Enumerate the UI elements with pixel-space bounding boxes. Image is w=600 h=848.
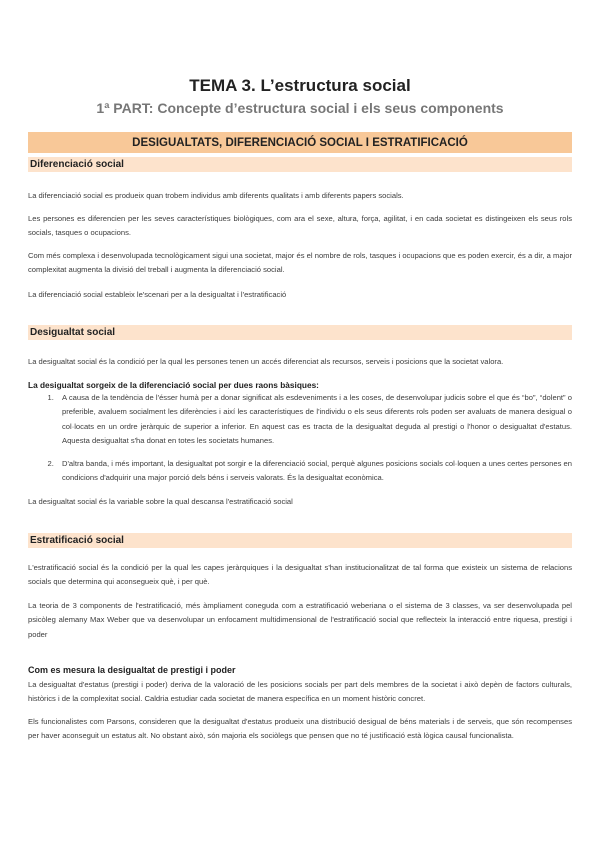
paragraph: La desigualtat social és la condició per la qual les persones tenen un accés diferenciat als recursos, serveis i posicions que la societat valora. <box>28 357 504 366</box>
heading-estratificacio: Estratificació social <box>28 533 572 548</box>
reasons-list <box>28 391 572 486</box>
heading-desigualtat: Desigualtat social <box>28 325 572 340</box>
paragraph: Les persones es diferencien per les seves característiques biològiques, com ara el sexe, altura, força, agilitat, i en cada societat es distingeixen els seus rols socials, tasques o ocupacions. <box>28 214 572 238</box>
paragraph: La teoria de 3 components de l'estratificació, més àmpliament coneguda com a estratificació weberiana o el sistema de 3 classes, va ser desenvolupada pel psicòleg alemany Max Weber que va desenvolupar un enfocament multidimensional de l'estratificació social que reflecteix la interacció entre riquesa, prestigi i poder <box>28 601 572 639</box>
document-subtitle: 1ª PART: Concepte d’estructura social i els seus components <box>96 100 504 116</box>
paragraph: La desigualtat social és la variable sobre la qual descansa l'estratificació social <box>28 497 293 506</box>
list-item: 1. A causa de la tendència de l'ésser humà per a donar significat als esdeveniments i a les coses, de desenvolupar judicis sobre el que és “bo”, “dolent” o preferible, avaluem socialment les diferències i així les característiques de l'individu o els seus diferents rols poden ser avaluats de manera desigual o col·locats en un ordre jeràrquic de superior a inferior. En aquest cas es tracta de la desigualtat deguda al prestigi o l'honor o desigualtat d'estatus. Aquesta desigualtat s'ha donat en totes les societats humanes. <box>56 391 572 448</box>
subheading: Com es mesura la desigualtat de prestigi i poder <box>28 665 236 675</box>
paragraph: La diferenciació social es produeix quan trobem individus amb diferents qualitats i amb diferents papers socials. <box>28 191 404 200</box>
list-item: 2. D'altra banda, i més important, la desigualtat pot sorgir e la diferenciació social, perquè algunes posicions socials col·loquen a unes certes persones en condicions d'adquirir una major porció dels béns i serveis valorats. És la desigualtat econòmica. <box>56 457 572 486</box>
paragraph: Els funcionalistes com Parsons, consideren que la desigualtat d'estatus produeix una distribució desigual de béns materials i de serveis, que són recompenses per haver aconseguit un estatus alt. No obstant això, són majoria els sociòlegs que pensen que no té justificació està lògica causal funcionalista. <box>28 717 572 741</box>
document-title: TEMA 3. L’estructura social <box>189 76 411 95</box>
paragraph: La diferenciació social estableix le'scenari per a la desigualtat i l'estratificació <box>28 290 287 299</box>
section-banner: DESIGUALTATS, DIFERENCIACIÓ SOCIAL I ESTRATIFICACIÓ <box>28 132 572 153</box>
bold-lead: La desigualtat sorgeix de la diferenciació social per dues raons bàsiques: <box>28 380 319 390</box>
paragraph: Com més complexa i desenvolupada tecnològicament sigui una societat, major és el nombre de rols, tasques i ocupacions que es poden exercir, és a dir, a major complexitat augmenta la divisió del treball i augmenta la diferenciació social. <box>28 251 572 275</box>
heading-diferenciacio: Diferenciació social <box>28 157 572 172</box>
paragraph: L'estratificació social és la condició per la qual les capes jeràrquiques i la desigualtat s'han institucionalitzat de tal forma que existeix un sistema de relacions socials que determina qui aconsegueix què, i per què. <box>28 563 572 587</box>
paragraph: La desigualtat d'estatus (prestigi i poder) deriva de la valoració de les posicions socials per part dels membres de la societat i això depèn de factors culturals, històrics i de la complexitat social. Caldria estudiar cada societat de manera específica en un moment històric concret. <box>28 680 572 704</box>
